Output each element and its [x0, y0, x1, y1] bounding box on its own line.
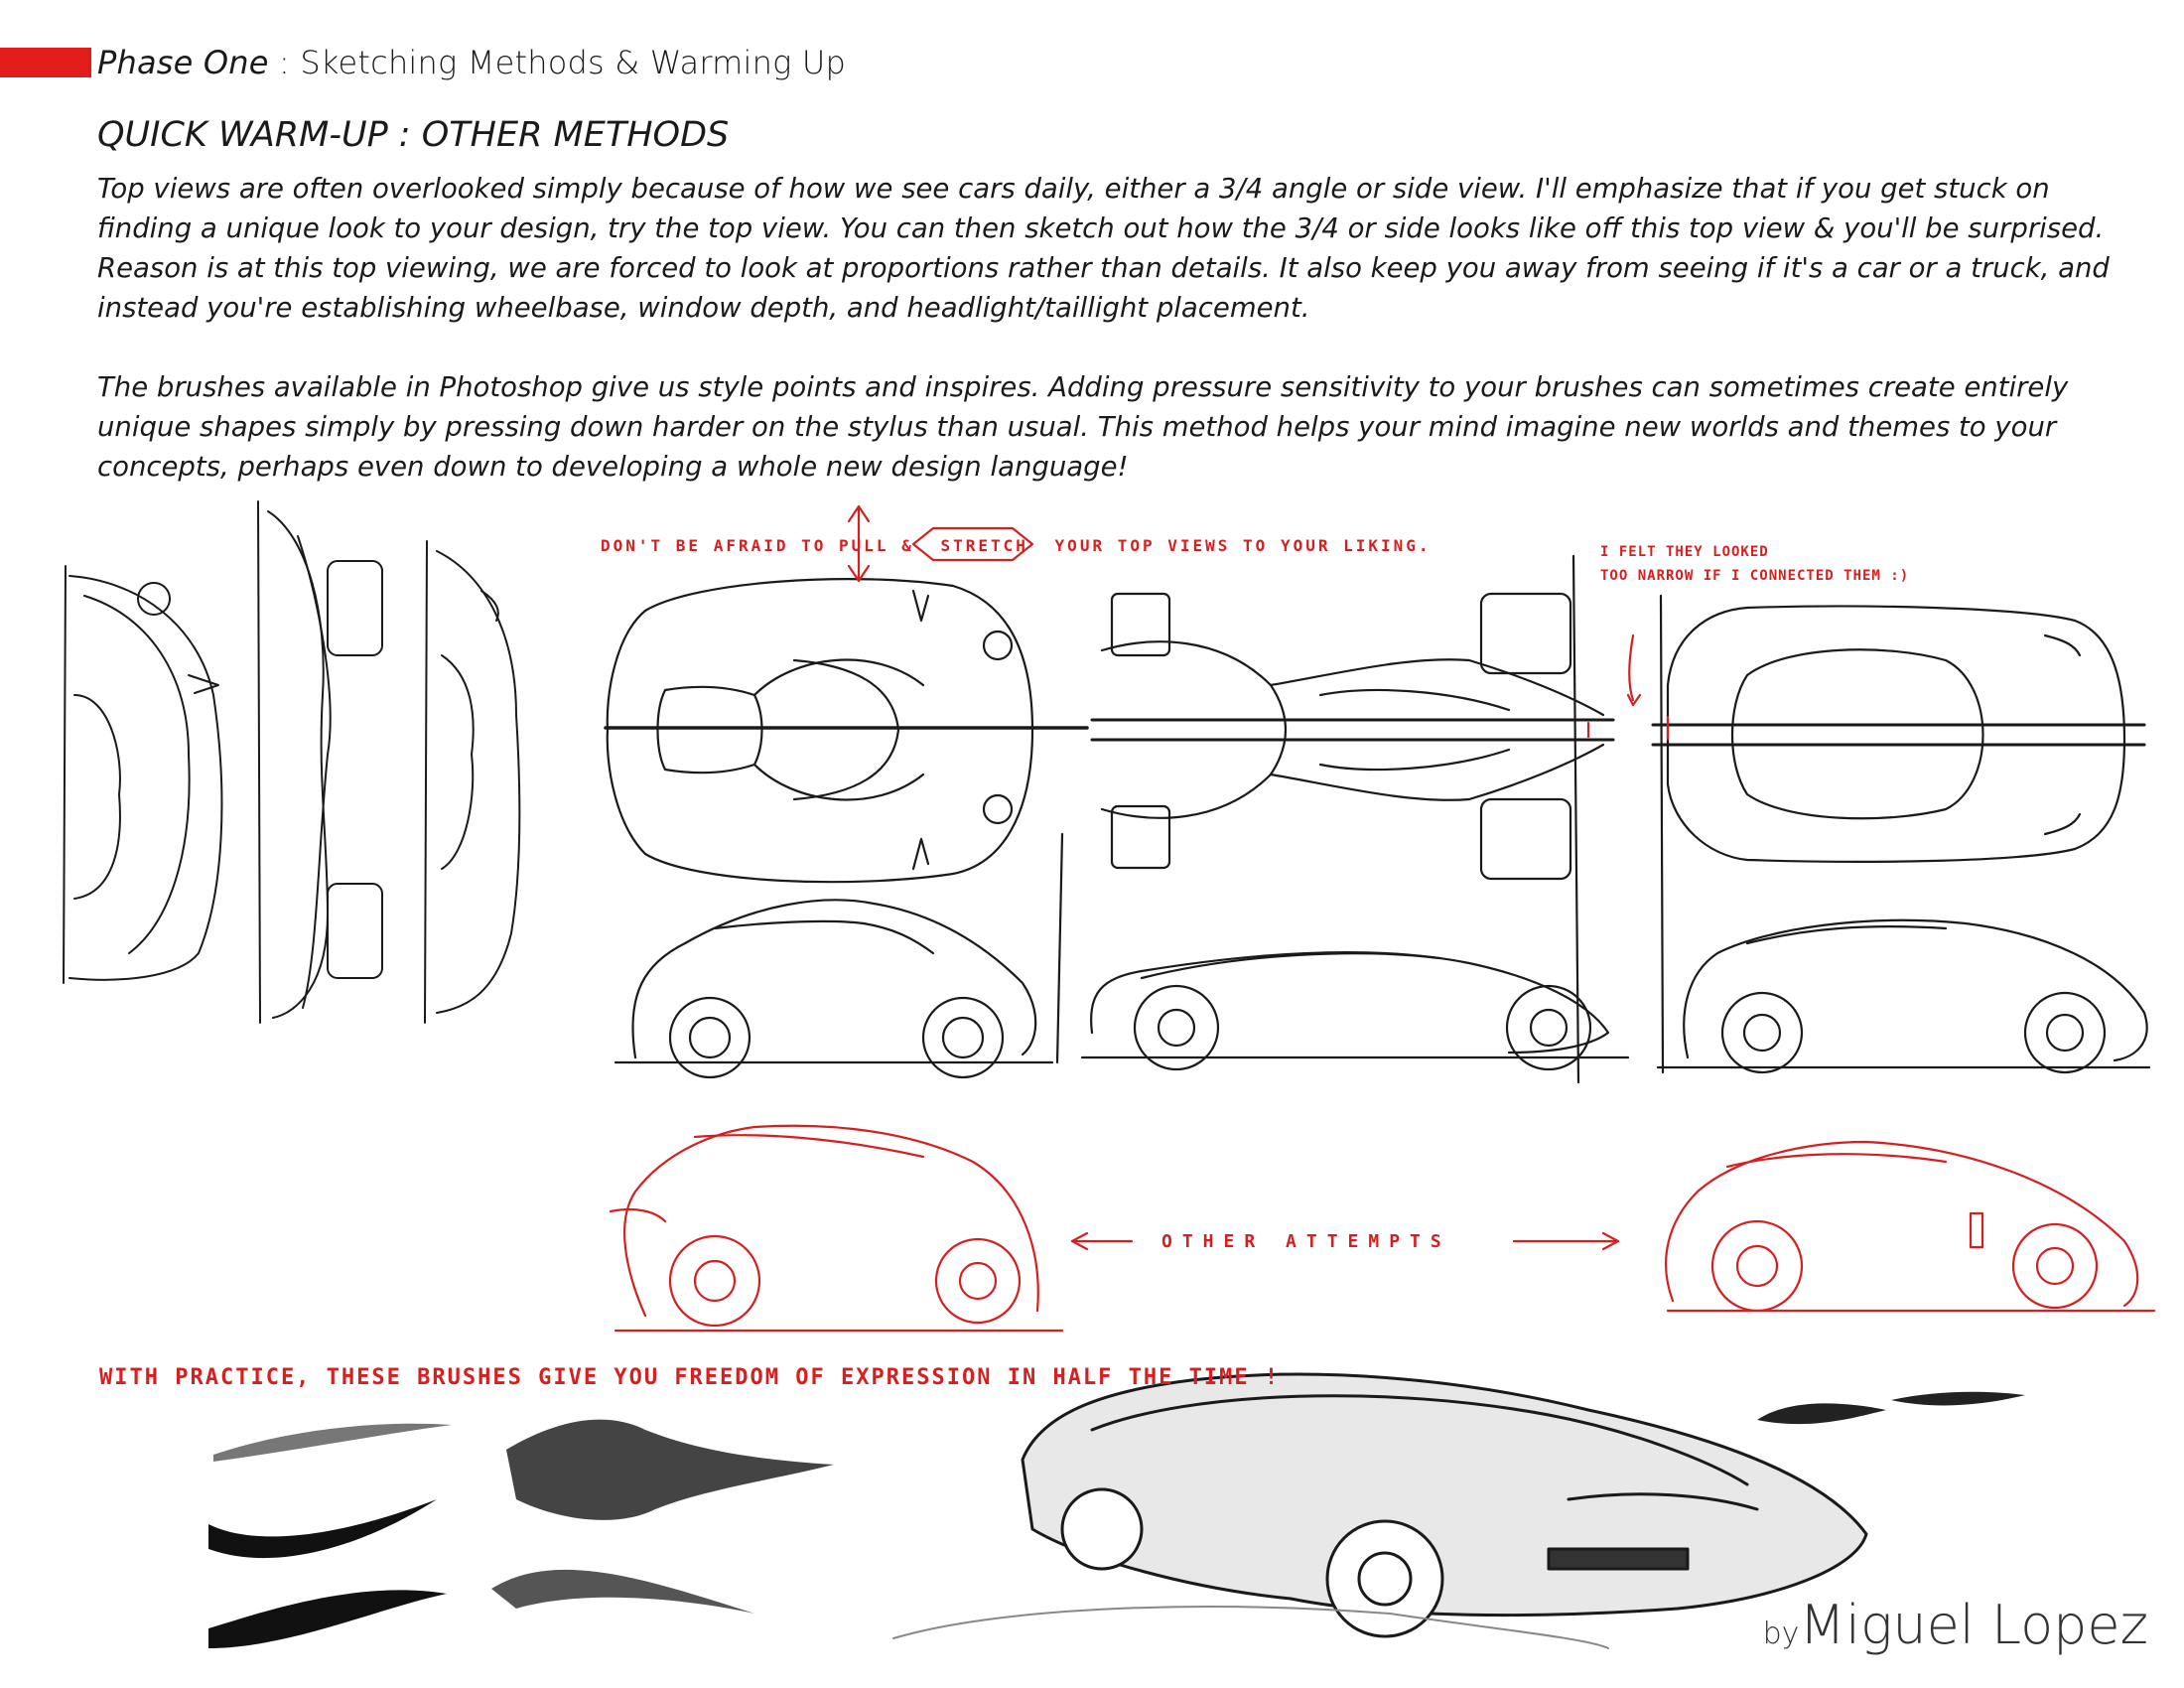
top-view-3	[1628, 607, 2144, 862]
rear-three-quarter-car-sketch	[893, 1374, 1866, 1648]
phase-subtitle: : Sketching Methods & Warming Up	[268, 44, 847, 81]
partial-top-view-sketches	[64, 501, 519, 1023]
phase-label: Phase One	[97, 44, 269, 81]
annotation-practice: WITH PRACTICE, THESE BRUSHES GIVE YOU FREEDOM OF EXPRESSION IN HALF THE TIME !	[99, 1365, 1281, 1390]
annotation-liking-text: YOUR TOP VIEWS TO YOUR LIKING.	[1054, 536, 1432, 555]
annotation-other-attempts: OTHER ATTEMPTS	[1161, 1231, 1451, 1252]
annotation-pull-text: DON'T BE AFRAID TO PULL &	[601, 536, 914, 555]
top-view-2	[1092, 594, 1613, 879]
section-title: QUICK WARM-UP : OTHER METHODS	[97, 115, 730, 155]
side-view-sketches	[615, 556, 2149, 1082]
annotation-narrow-line1: I FELT THEY LOOKED	[1600, 544, 1769, 560]
author-signature	[1763, 1594, 2148, 1656]
annotation-narrow-line2: TOO NARROW IF I CONNECTED THEM :)	[1600, 568, 1910, 584]
brushes-paragraph: The brushes available in Photoshop give us style points and inspires. Adding pressure sensitivity to your brushes can sometimes create entirely unique shapes simply by pressing down harder on the stylus than usual. This method helps your mind imagine new worlds and themes to your concepts, perhaps even down to developing a whole new design language!	[97, 371, 2069, 483]
signature-by: by	[1762, 1617, 1800, 1651]
signature-name: Miguel Lopez	[1799, 1594, 2148, 1656]
red-other-attempts	[611, 506, 2154, 1331]
annotation-stretch-box: STRETCH	[940, 536, 1028, 555]
top-view-1	[606, 579, 1087, 882]
intro-paragraph: Top views are often overlooked simply because of how we see cars daily, either a 3/4 angle or side view. I'll emphasize that if you get stuck on finding a unique look to your design, try the top view. You can then sketch out how the 3/4 or side looks like off this top view & you'll be surprised. Reason is at this top viewing, we are forced to look at proportions rather than details. It also keep you away from seeing if it's a car or a truck, and instead you're establishing wheelbase, window depth, and headlight/taillight placement.	[97, 173, 2110, 324]
annotation-pull-stretch	[601, 536, 1432, 555]
